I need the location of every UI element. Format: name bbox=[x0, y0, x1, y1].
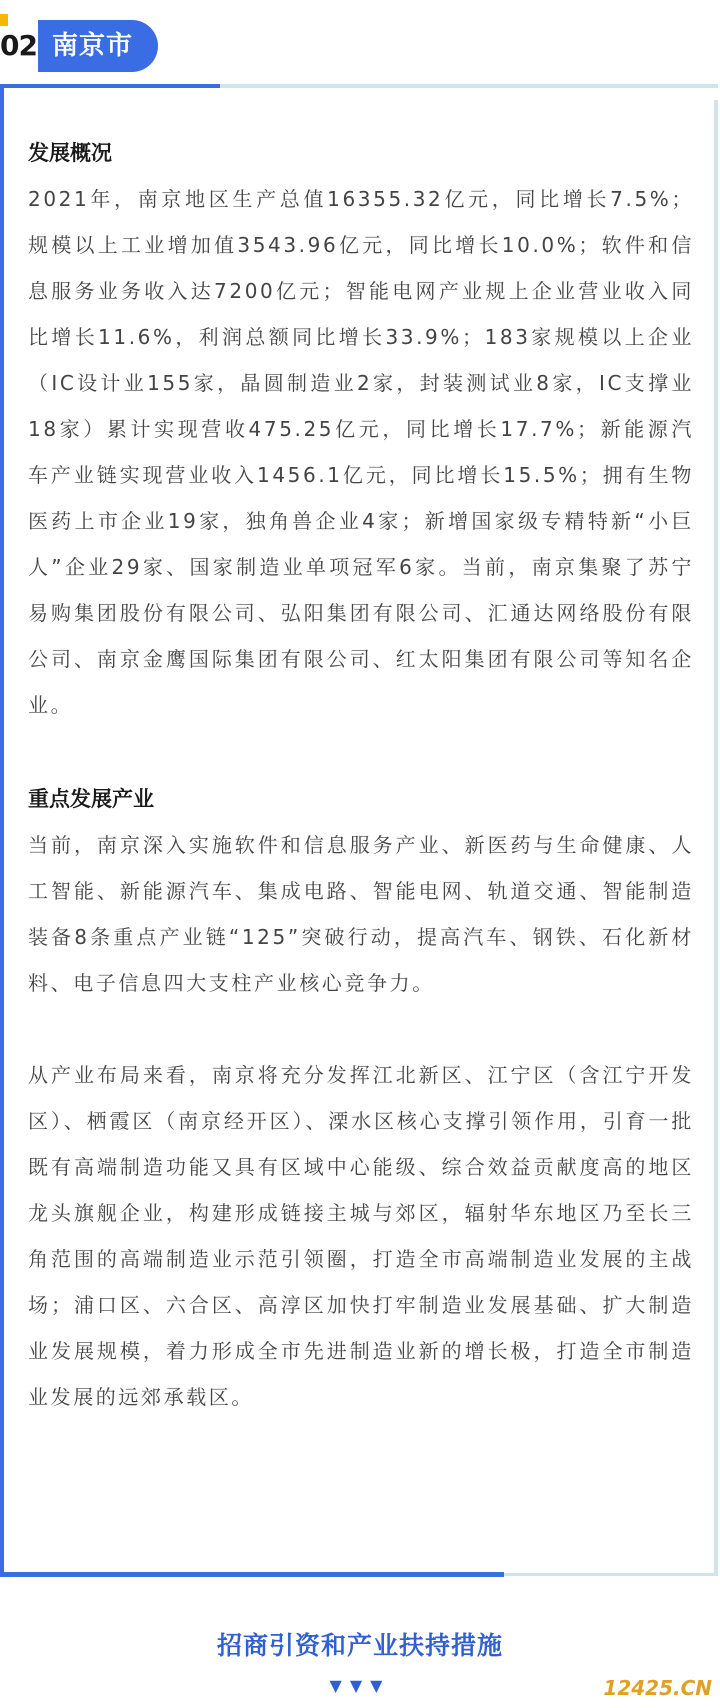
down-arrows-icon: ▼▼▼ bbox=[329, 1676, 391, 1695]
key-industries-paragraph: 当前，南京深入实施软件和信息服务产业、新医药与生命健康、人工智能、新能源汽车、集成电路、智能电网、轨道交通、智能制造装备8条重点产业链“125”突破行动，提高汽车、钢铁、石化新材料、电子信息四大支柱产业核心竞争力。 bbox=[28, 833, 694, 995]
section-heading-overview: 发展概况 bbox=[28, 141, 112, 165]
box-right-border bbox=[714, 100, 718, 1576]
site-watermark: 12425.CN bbox=[603, 1676, 712, 1700]
yellow-corner-marker bbox=[0, 14, 8, 26]
article-content bbox=[28, 130, 694, 1420]
overview-paragraph: 2021年，南京地区生产总值16355.32亿元，同比增长7.5%；规模以上工业增加值3543.96亿元，同比增长10.0%；软件和信息服务业务收入达7200亿元；智能电网产业规上企业营业收入同比增长11.6%，利润总额同比增长33.9%；183家规模以上企业（IC设计业155家，晶圆制造业2家，封装测试业8家，IC支撑业18家）累计实现营收475.25亿元，同比增长17.7%；新能源汽车产业链实现营业收入1456.1亿元，同比增长15.5%；拥有生物医药上市企业19家，独角兽企业4家；新增国家级专精特新“小巨人”企业29家、国家制造业单项冠军6家。当前，南京集聚了苏宁易购集团股份有限公司、弘阳集团有限公司、汇通达网络股份有限公司、南京金鹰国际集团有限公司、红太阳集团有限公司等知名企业。 bbox=[28, 187, 694, 717]
next-section-title: 招商引资和产业扶持措施 bbox=[216, 1631, 503, 1660]
industry-layout-paragraph: 从产业布局来看，南京将充分发挥江北新区、江宁区（含江宁开发区）、栖霞区（南京经开区）、溧水区核心支撑引领作用，引育一批既有高端制造功能又具有区域中心能级、综合效益贡献度高的地区龙头旗舰企业，构建形成链接主城与郊区，辐射华东地区乃至长三角范围的高端制造业示范引领圈，打造全市高端制造业发展的主战场；浦口区、六合区、高淳区加快打牢制造业发展基础、扩大制造业发展规模，着力形成全市先进制造业新的增长极，打造全市制造业发展的远郊承载区。 bbox=[28, 1063, 694, 1409]
section-spacer bbox=[28, 728, 694, 776]
paragraph-spacer bbox=[28, 1006, 694, 1052]
box-top-border bbox=[220, 84, 718, 88]
box-left-border bbox=[0, 88, 4, 1576]
section-number: 02 bbox=[0, 29, 37, 62]
box-bottom-border-accent bbox=[0, 1572, 504, 1577]
box-bottom-border bbox=[504, 1573, 718, 1576]
box-top-border-accent bbox=[0, 84, 220, 88]
city-title-tag: 南京市 bbox=[38, 20, 158, 72]
section-heading-key-industries: 重点发展产业 bbox=[28, 787, 154, 811]
